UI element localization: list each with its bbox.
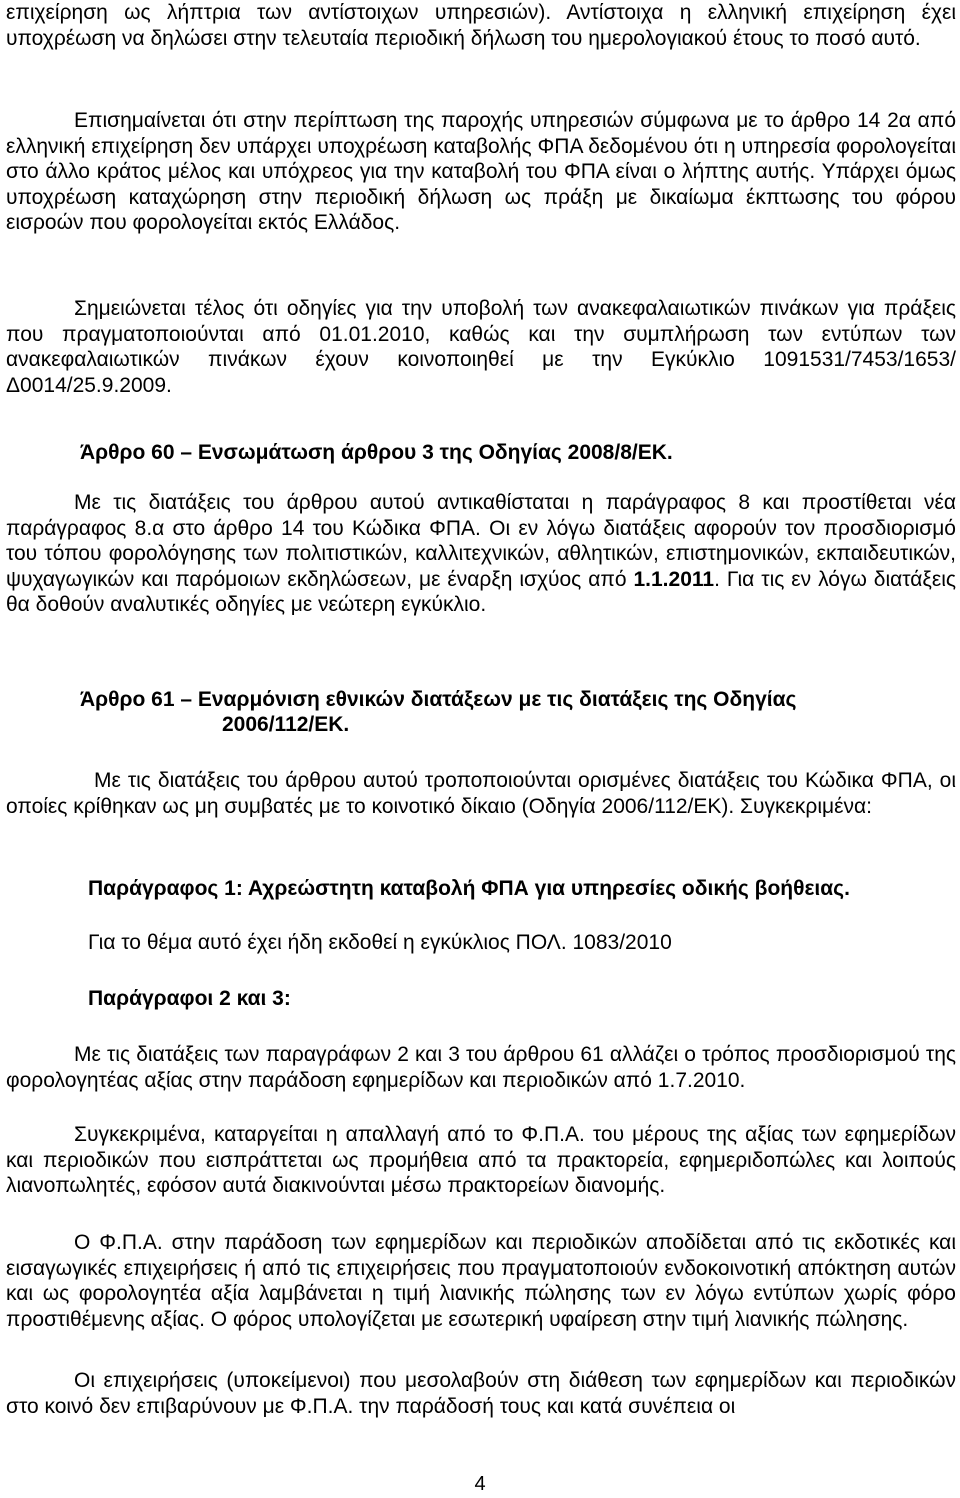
paragraph-article-60-text-b: . Για τις εν λόγω διατάξεις θα δοθούν αναλυτικές οδηγίες με νεώτερη εγκύκλιο. — [6, 567, 956, 616]
heading-article-61-line1: Άρθρο 61 – Εναρμόνιση εθνικών διατάξεων με τις διατάξεις της Οδηγίας — [80, 688, 797, 711]
paragraph-par23-a: Με τις διατάξεις των παραγράφων 2 και 3 του άρθρου 61 αλλάζει ο τρόπος προσδιορισμού της φορολογητέας αξίας στην παράδοση εφημερίδων και περιοδικών από 1.7.2010. — [6, 1043, 956, 1092]
paragraph-article-14-2a: Επισημαίνεται ότι στην περίπτωση της παροχής υπηρεσιών σύμφωνα με το άρθρο 14 2α από ελληνική επιχείρηση δεν υπάρχει υποχρέωση καταβολής ΦΠΑ δεδομένου ότι η υπηρεσία φορολογείται στο άλλο κράτος μέλος και υπόχρεος για την καταβολή του ΦΠΑ είναι ο λήπτης αυτής. Υπάρχει όμως υποχρέωση καταχώρηση στην περιοδική δήλωση ως πράξη με δικαίωμα έκπτωσης του φόρου εισροών που φορολογείται εκτός Ελλάδος. — [6, 109, 956, 234]
paragraph-article-60-text-a: Με τις διατάξεις του άρθρου αυτού αντικαθίσταται η παράγραφος 8 και προστίθεται νέα παράγραφος 8.α στο άρθρο 14 του Κώδικα ΦΠΑ. Οι εν λόγω διατάξεις αφορούν τον προσδιορισμό του τόπου φορολόγησης των πολιτιστικών, καλλιτεχνικών, αθλητικών, επιστημονικών, εκπαιδευτικών, ψυχαγωγικών και παρόμοιων εκδηλώσεων, με έναρξη ισχύος από — [6, 491, 956, 591]
paragraph-par23-c: Ο Φ.Π.Α. στην παράδοση των εφημερίδων και περιοδικών αποδίδεται από τις εκδοτικές και εισαγωγικές επιχειρήσεις ή από τις επιχειρήσεις που πραγματοποιούν ενδοκοινοτική απόκτηση αυτών και ως φορολογητέα αξία λαμβάνεται η τιμή λιανικής πώλησης των εν λόγω εντύπων χωρίς φόρο προστιθέμενης αξίας. Ο φόρος υπολογίζεται με εσωτερική υφαίρεση στην τιμή λιανικής πώλησης. — [6, 1231, 956, 1331]
heading-paragraph-1: Παράγραφος 1: Αχρεώστητη καταβολή ΦΠΑ για υπηρεσίες οδικής βοήθειας. — [88, 877, 850, 900]
paragraph-note-recapitulative-tables: Σημειώνεται τέλος ότι οδηγίες για την υποβολή των ανακεφαλαιωτικών πινάκων για πράξεις που πραγματοποιούνται από 01.01.2010, καθώς και την συμπλήρωση των εντύπων των ανακεφαλαιωτικών πινάκων έχουν κοινοποιηθεί με την Εγκύκλιο 1091531/7453/1653/Δ0014/25.9.2009. — [6, 297, 956, 397]
paragraph-article-61: Με τις διατάξεις του άρθρου αυτού τροποποιούνται ορισμένες διατάξεις του Κώδικα ΦΠΑ, οι οποίες κρίθηκαν ως μη συμβατές με το κοινοτικό δίκαιο (Οδηγία 2006/112/ΕΚ). Συγκεκριμένα: — [6, 769, 956, 818]
page-number: 4 — [474, 1473, 486, 1495]
heading-paragraphs-2-3: Παράγραφοι 2 και 3: — [88, 987, 291, 1010]
heading-article-61-line2: 2006/112/ΕΚ. — [222, 713, 350, 736]
paragraph-article-60 — [6, 490, 956, 618]
paragraph-paragraph-1: Για το θέμα αυτό έχει ήδη εκδοθεί η εγκύκλιος ΠΟΛ. 1083/2010 — [88, 931, 672, 954]
heading-article-60: Άρθρο 60 – Ενσωμάτωση άρθρου 3 της Οδηγίας 2008/8/ΕΚ. — [80, 441, 673, 464]
paragraph-par23-b: Συγκεκριμένα, καταργείται η απαλλαγή από το Φ.Π.Α. του μέρους της αξίας των εφημερίδων και περιοδικών που εισπράττεται ως προμήθεια από τα πρακτορεία, εφημεριδοπώλες και λοιπούς λιανοπωλητές, εφόσον αυτά διακινούνται μέσω πρακτορείων διανομής. — [6, 1123, 956, 1197]
paragraph-par23-d: Οι επιχειρήσεις (υποκείμενοι) που μεσολαβούν στη διάθεση των εφημερίδων και περιοδικών στο κοινό δεν επιβαρύνουν με Φ.Π.Α. την παράδοσή τους και κατά συνέπεια οι — [6, 1369, 956, 1418]
paragraph-article-60-date: 1.1.2011 — [633, 567, 715, 591]
paragraph-top: επιχείρηση ως λήπτρια των αντίστοιχων υπηρεσιών). Αντίστοιχα η ελληνική επιχείρηση έχει υποχρέωση να δηλώσει στην τελευταία περιοδική δήλωση του ημερολογιακού έτους το ποσό αυτό. — [6, 1, 956, 50]
